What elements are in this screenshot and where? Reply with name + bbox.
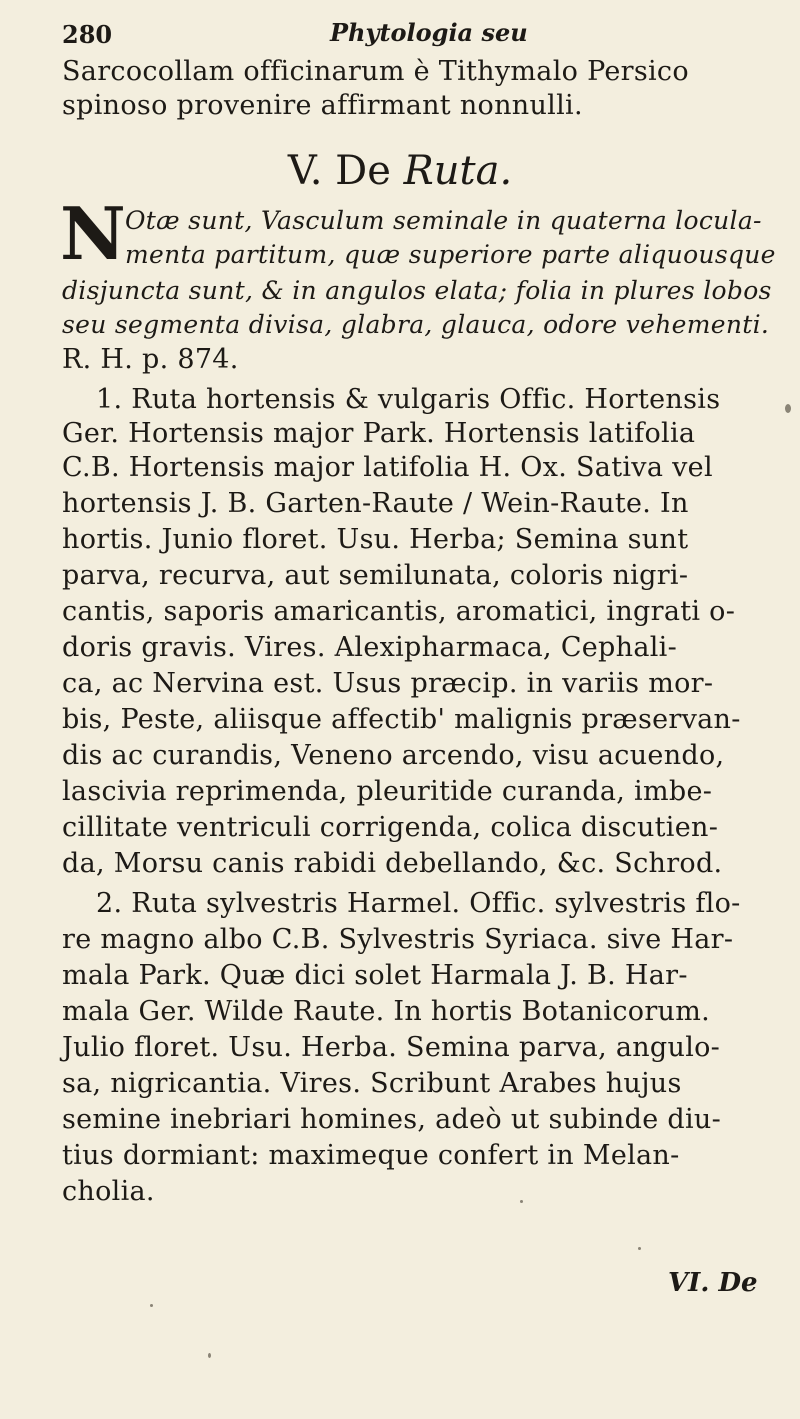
entry-2-line-1: 2. Ruta sylvestris Harmel. Offic. sylvestris flo-: [96, 888, 741, 919]
entry-1-line-2: Ger. Hortensis major Park. Hortensis latifolia: [62, 418, 696, 449]
section-name: Ruta.: [403, 148, 513, 194]
intro-line-2: spinoso provenire affirmant nonnulli.: [62, 90, 583, 121]
entry-1-line-6: parva, recurva, aut semilunata, coloris nigri-: [62, 560, 689, 591]
entry-2-line-6: sa, nigricantia. Vires. Scribunt Arabes hujus: [62, 1068, 682, 1099]
paper-speck: [520, 1200, 523, 1203]
paper-speck: [150, 1304, 153, 1307]
page-number: 280: [62, 20, 113, 49]
paper-speck: [208, 1353, 211, 1358]
entry-2-line-3: mala Park. Quæ dici solet Harmala J. B. Har-: [62, 960, 688, 991]
description-line-1: Otæ sunt, Vasculum seminale in quaterna locula-: [125, 206, 762, 235]
entry-1-line-13: cillitate ventriculi corrigenda, colica discutien-: [62, 812, 719, 843]
section-word: De: [335, 148, 391, 194]
description-line-3: disjuncta sunt, & in angulos elata; folia in plures lobos: [62, 276, 772, 305]
entry-1-line-3: C.B. Hortensis major latifolia H. Ox. Sativa vel: [62, 452, 713, 483]
entry-1-line-14: da, Morsu canis rabidi debellando, &c. Schrod.: [62, 848, 723, 879]
entry-1-line-10: bis, Peste, aliisque affectib' malignis præservan-: [62, 704, 741, 735]
paper-speck: [638, 1247, 641, 1250]
entry-1-line-7: cantis, saporis amaricantis, aromatici, ingrati o-: [62, 596, 736, 627]
paper-speck: [785, 404, 791, 413]
entry-1-line-11: dis ac curandis, Veneno arcendo, visu acuendo,: [62, 740, 725, 771]
entry-1-line-8: doris gravis. Vires. Alexipharmaca, Cephali-: [62, 632, 678, 663]
drop-cap: N: [60, 191, 126, 276]
section-number: V.: [287, 148, 323, 194]
entry-1-line-9: ca, ac Nervina est. Usus præcip. in variis mor-: [62, 668, 714, 699]
description-line-4: seu segmenta divisa, glabra, glauca, odore vehementi.: [62, 310, 770, 339]
entry-2-line-4: mala Ger. Wilde Raute. In hortis Botanicorum.: [62, 996, 711, 1027]
entry-2-line-8: tius dormiant: maximeque confert in Melan-: [62, 1140, 680, 1171]
description-reference: R. H. p. 874.: [62, 344, 239, 375]
entry-2-line-7: semine inebriari homines, adeò ut subinde diu-: [62, 1104, 721, 1135]
entry-1-line-12: lascivia reprimenda, pleuritide curanda, imbe-: [62, 776, 713, 807]
entry-1-line-5: hortis. Junio floret. Usu. Herba; Semina sunt: [62, 524, 689, 555]
entry-2-line-9: cholia.: [62, 1176, 155, 1207]
entry-2-line-2: re magno albo C.B. Sylvestris Syriaca. sive Har-: [62, 924, 734, 955]
catchword: VI. De: [668, 1268, 758, 1298]
entry-2-line-5: Julio floret. Usu. Herba. Semina parva, angulo-: [62, 1032, 721, 1063]
section-title: [0, 148, 800, 194]
intro-line-1: Sarcocollam officinarum è Tithymalo Persico: [62, 56, 689, 87]
description-line-2: menta partitum, quæ superiore parte aliquousque: [125, 240, 776, 269]
entry-1-line-1: 1. Ruta hortensis & vulgaris Offic. Hortensis: [96, 384, 721, 415]
entry-1-line-4: hortensis J. B. Garten-Raute / Wein-Raute. In: [62, 488, 689, 519]
running-head: Phytologia seu: [330, 18, 528, 47]
